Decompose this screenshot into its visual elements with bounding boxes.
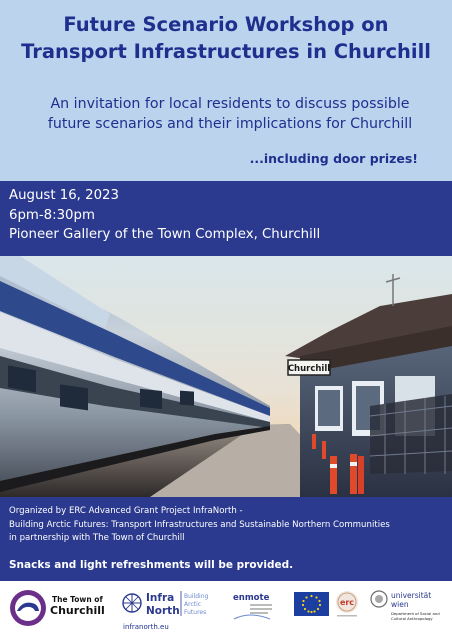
town-logo-line-1: The Town of [52, 595, 103, 604]
station-sign-text: Churchill [287, 364, 331, 374]
infra-tagline-2: Arctic [184, 601, 202, 608]
workshop-title [10, 11, 442, 65]
organizer-section [0, 497, 452, 581]
subtitle-line-2: future scenarios and their implications for Churchill [47, 116, 413, 132]
organizer-line-3: in partnership with The Town of Churchill [9, 533, 185, 543]
event-date: August 16, 2023 [9, 188, 119, 203]
eu-flag-icon [294, 592, 329, 616]
footer-logos [0, 581, 452, 640]
train-station-photo [0, 256, 452, 497]
invitation-subtitle [20, 94, 440, 134]
subtitle-line-1: An invitation for local residents to discuss possible [50, 96, 410, 112]
title-line-2: Transport Infrastructures in Churchill [21, 40, 431, 63]
event-details [0, 181, 452, 256]
event-location: Pioneer Gallery of the Town Complex, Churchill [9, 227, 321, 242]
organizer-line-1: Organized by ERC Advanced Grant Project InfraNorth - [9, 506, 243, 516]
enmote-word: enmote [233, 593, 270, 603]
header-section [0, 0, 452, 181]
organizer-text [9, 505, 445, 546]
erc-word: erc [339, 598, 355, 607]
infra-tagline-1: Building [184, 593, 209, 600]
infra-tagline-3: Futures [184, 609, 207, 616]
uni-dept-1: Department of Social and [391, 611, 440, 616]
organizer-line-2: Building Arctic Futures: Transport Infrastructures and Sustainable Northern Communities [9, 519, 390, 530]
town-of-churchill-logo [8, 587, 108, 629]
uni-line-1: universität [391, 591, 432, 600]
snacks-note: Snacks and light refreshments will be provided. [9, 559, 294, 571]
infra-word: Infra [146, 592, 175, 604]
town-logo-line-2: Churchill [50, 604, 105, 617]
event-time: 6pm-8:30pm [9, 207, 95, 223]
north-word: North [146, 605, 180, 617]
uni-dept-2: Cultural Anthropology [391, 616, 433, 621]
erc-logo [332, 589, 364, 619]
enmote-logo [230, 589, 286, 621]
uni-line-2: wien [391, 600, 409, 609]
infranorth-logo [120, 587, 220, 623]
title-line-1: Future Scenario Workshop on [63, 13, 389, 36]
universitat-wien-logo [370, 587, 450, 625]
door-prizes-note: ...including door prizes! [249, 151, 418, 166]
website-link[interactable]: infranorth.eu [123, 623, 169, 631]
